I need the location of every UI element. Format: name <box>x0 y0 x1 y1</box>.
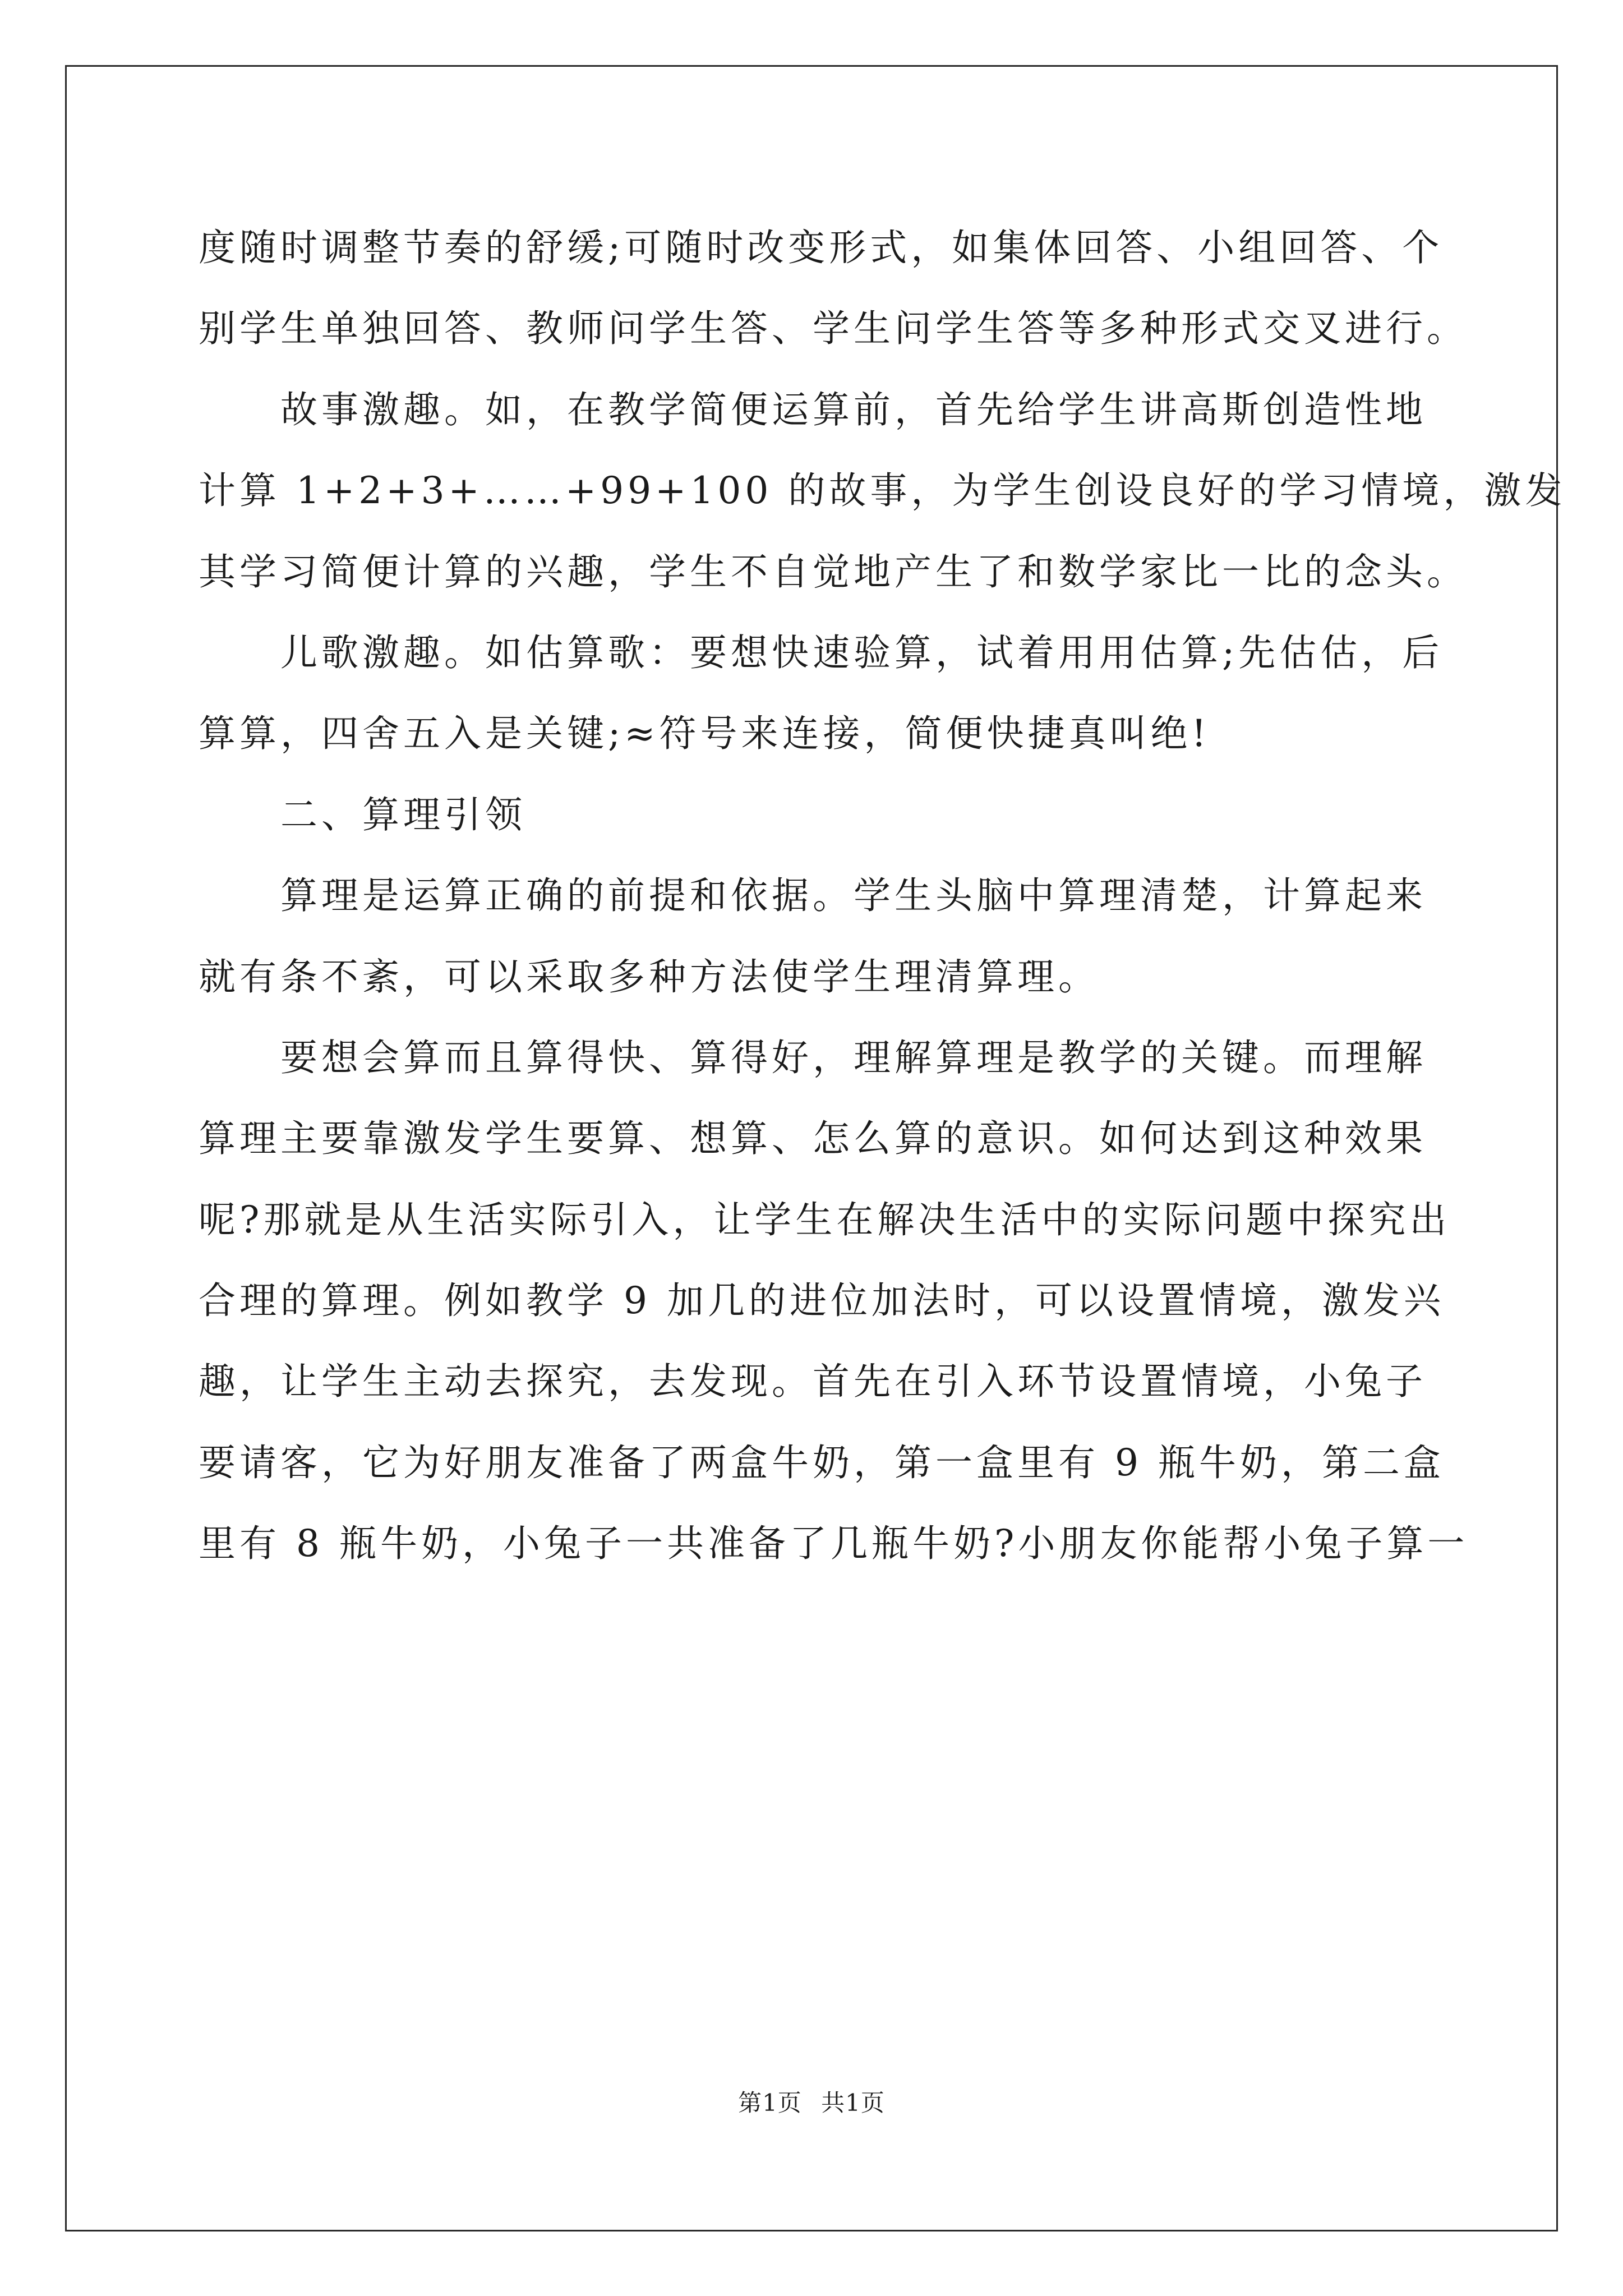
text-line-16: 要请客，它为好朋友准备了两盒牛奶，第一盒里有 9 瓶牛奶，第二盒 <box>199 1441 1445 1484</box>
text-line-4: 计算 1+2+3+……+99+100 的故事，为学生创设良好的学习情境，激发 <box>199 469 1566 513</box>
text-line-10: 就有条不紊，可以采取多种方法使学生理清算理。 <box>199 955 1099 999</box>
text-line-14: 合理的算理。例如教学 9 加几的进位加法时，可以设置情境，激发兴 <box>199 1279 1445 1323</box>
page-footer <box>0 2085 1623 2118</box>
text-line-13: 呢?那就是从生活实际引入，让学生在解决生活中的实际问题中探究出 <box>199 1198 1451 1241</box>
text-line-1: 度随时调整节奏的舒缓;可随时改变形式，如集体回答、小组回答、个 <box>199 226 1444 269</box>
text-line-17: 里有 8 瓶牛奶，小兔子一共准备了几瓶牛奶?小朋友你能帮小兔子算一 <box>199 1522 1469 1566</box>
page-total: 共1页 <box>821 2089 885 2116</box>
text-line-11: 要想会算而且算得快、算得好，理解算理是教学的关键。而理解 <box>199 1036 1427 1079</box>
text-line-5: 其学习简便计算的兴趣，学生不自觉地产生了和数学家比一比的念头。 <box>199 550 1468 593</box>
text-line-12: 算理主要靠激发学生要算、想算、怎么算的意识。如何达到这种效果 <box>199 1117 1427 1161</box>
text-line-6: 儿歌激趣。如估算歌：要想快速验算，试着用用估算;先估估，后 <box>199 631 1444 674</box>
text-line-2: 别学生单独回答、教师问学生答、学生问学生答等多种形式交叉进行。 <box>199 307 1468 351</box>
text-line-7: 算算，四舍五入是关键;≈符号来连接，简便快捷真叫绝! <box>199 712 1211 756</box>
text-line-9: 算理是运算正确的前提和依据。学生头脑中算理清楚，计算起来 <box>199 874 1427 918</box>
section-heading: 二、算理引领 <box>199 793 526 836</box>
text-line-3: 故事激趣。如，在教学简便运算前，首先给学生讲高斯创造性地 <box>199 388 1427 431</box>
page-number: 第1页 <box>738 2089 802 2116</box>
document-body <box>199 208 1566 1585</box>
text-line-15: 趣，让学生主动去探究，去发现。首先在引入环节设置情境，小兔子 <box>199 1360 1427 1404</box>
